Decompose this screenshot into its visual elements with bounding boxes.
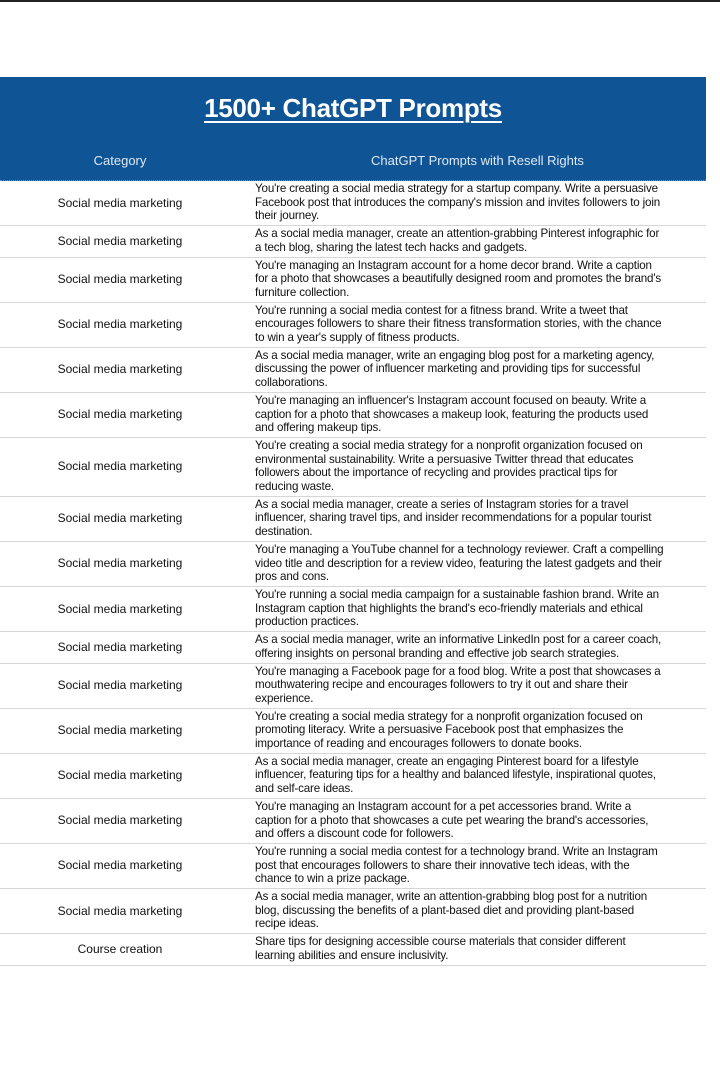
top-border (0, 0, 720, 2)
prompt-cell: You're creating a social media strategy for a startup company. Write a persuasive Facebook post that introduces the company's mission and invites followers to join their journey. (255, 182, 661, 223)
category-cell: Social media marketing (57, 601, 183, 616)
prompt-cell: As a social media manager, write an attention-grabbing blog post for a nutrition blog, discussing the benefits of a plant-based diet and providing plant-based recipe ideas. (255, 890, 648, 931)
header-banner (0, 77, 706, 181)
prompt-cell: Share tips for designing accessible course materials that consider different learning abilities and ensure inclusivity. (255, 935, 626, 962)
category-cell: Social media marketing (57, 407, 183, 422)
table-row (0, 226, 706, 257)
table-body (0, 181, 706, 966)
column-header-category: Category (93, 153, 147, 168)
category-cell: Course creation (77, 941, 163, 956)
table-row (0, 303, 706, 348)
prompt-cell: You're running a social media contest for a technology brand. Write an Instagram post that encourages followers to share their innovative tech ideas, with the chance to win a prize package. (255, 844, 658, 886)
column-header-prompt: ChatGPT Prompts with Resell Rights (371, 153, 584, 168)
table-row (0, 799, 706, 844)
table-row (0, 348, 706, 393)
prompt-cell: You're creating a social media strategy for a nonprofit organization focused on environmental sustainability. Write a persuasive Twitter thread that educates followers about the importance of recycling and provides practical tips for reducing waste. (255, 438, 643, 494)
prompt-cell: As a social media manager, write an engaging blog post for a marketing agency, discussing the power of influencer marketing and providing tips for successful collaborations. (255, 348, 655, 390)
table-row (0, 438, 706, 497)
table-row (0, 632, 706, 663)
category-cell: Social media marketing (57, 639, 183, 654)
prompt-cell: You're managing an Instagram account for a home decor brand. Write a caption for a photo that showcases a beautifully designed room and promotes the brand's furniture collection. (255, 258, 662, 299)
category-cell: Social media marketing (57, 459, 183, 474)
category-cell: Social media marketing (57, 858, 183, 873)
category-cell: Social media marketing (57, 678, 183, 693)
prompts-sheet (0, 77, 706, 966)
table-row (0, 393, 706, 438)
prompt-cell: As a social media manager, create an attention-grabbing Pinterest infographic for a tech blog, sharing the latest tech hacks and gadgets. (255, 227, 660, 254)
prompt-cell: You're running a social media contest for a fitness brand. Write a tweet that encourages followers to share their fitness transformation stories, with the chance to win a year's supply of fitness products. (255, 303, 662, 345)
prompt-cell: As a social media manager, create an engaging Pinterest board for a lifestyle influencer, featuring tips for a healthy and balanced lifestyle, inspirational quotes, and self-care ideas. (255, 754, 656, 796)
prompt-cell: You're creating a social media strategy for a nonprofit organization focused on promoting literacy. Write a persuasive Facebook post that emphasizes the importance of reading and encourages followers to donate books. (255, 709, 643, 751)
category-cell: Social media marketing (57, 768, 183, 783)
table-row (0, 754, 706, 799)
table-row (0, 709, 706, 754)
table-row (0, 587, 706, 632)
category-cell: Social media marketing (57, 272, 183, 287)
table-row (0, 844, 706, 889)
table-row (0, 258, 706, 303)
prompt-cell: You're running a social media campaign for a sustainable fashion brand. Write an Instagram caption that highlights the brand's eco-friendly materials and ethical production practices. (255, 587, 659, 629)
category-cell: Social media marketing (57, 195, 183, 210)
table-row (0, 497, 706, 542)
table-row (0, 542, 706, 587)
category-cell: Social media marketing (57, 556, 183, 571)
table-row (0, 889, 706, 934)
table-row (0, 181, 706, 226)
page-title: 1500+ ChatGPT Prompts (204, 93, 502, 123)
category-cell: Social media marketing (57, 317, 183, 332)
table-row (0, 664, 706, 709)
category-cell: Social media marketing (57, 511, 183, 526)
prompt-cell: As a social media manager, create a series of Instagram stories for a travel influencer, sharing travel tips, and insider recommendations for a popular tourist destination. (255, 497, 652, 539)
prompt-cell: You're managing a YouTube channel for a technology reviewer. Craft a compelling video title and description for a review video, featuring the latest gadgets and their pros and cons. (255, 542, 664, 584)
category-cell: Social media marketing (57, 813, 183, 828)
prompt-cell: As a social media manager, write an informative LinkedIn post for a career coach, offering insights on personal branding and effective job search strategies. (255, 633, 662, 660)
category-cell: Social media marketing (57, 233, 183, 248)
category-cell: Social media marketing (57, 362, 183, 377)
category-cell: Social media marketing (57, 903, 183, 918)
category-cell: Social media marketing (57, 723, 183, 738)
table-row (0, 934, 706, 965)
prompt-cell: You're managing an Instagram account for a pet accessories brand. Write a caption for a photo that showcases a cute pet wearing the brand's accessories, and offers a discount code for followers. (255, 799, 649, 841)
prompt-cell: You're managing a Facebook page for a food blog. Write a post that showcases a mouthwatering recipe and encourages followers to try it out and share their experience. (255, 664, 661, 705)
prompt-cell: You're managing an influencer's Instagram account focused on beauty. Write a caption for a photo that showcases a makeup look, featuring the products used and offering makeup tips. (255, 393, 649, 435)
